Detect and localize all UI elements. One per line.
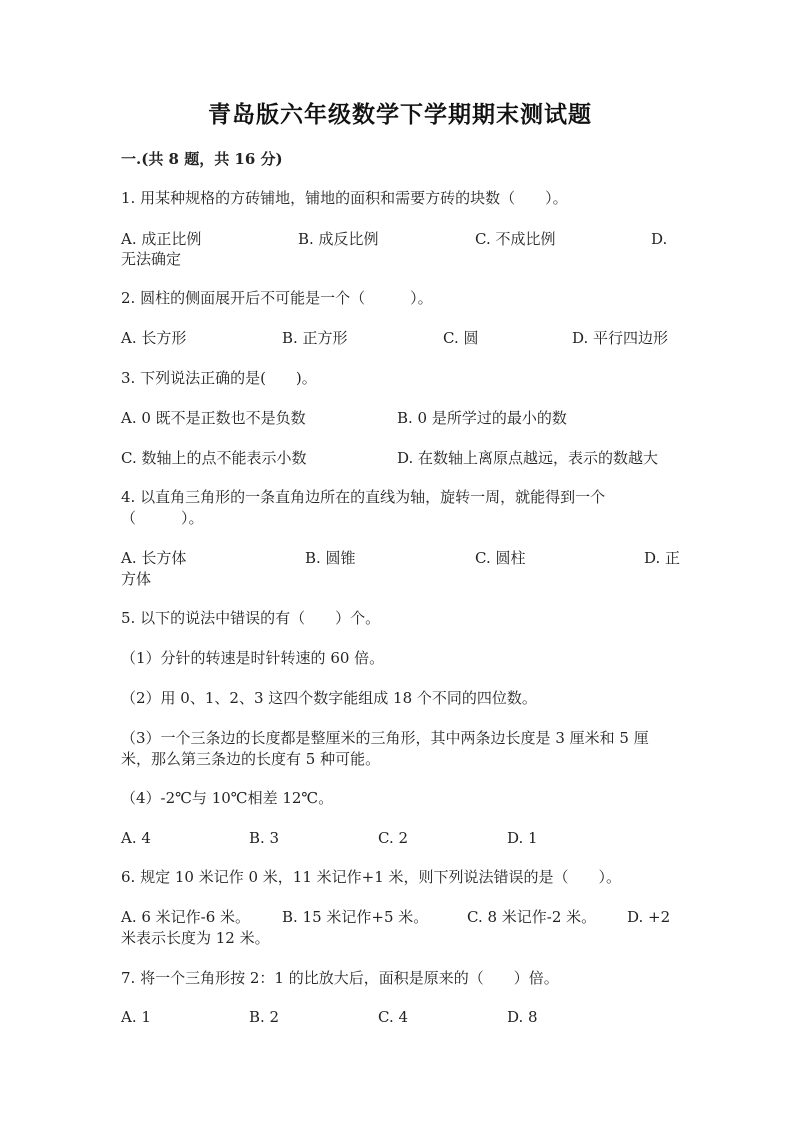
question-4-stem: 4. 以直角三角形的一条直角边所在的直线为轴，旋转一周，就能得到一个 xyxy=(121,488,606,506)
question-7-stem: 7. 将一个三角形按 2：1 的比放大后，面积是原来的（ ）倍。 xyxy=(121,969,559,987)
question-6-option-c: C. 8 米记作-2 米。 xyxy=(467,908,597,926)
question-1-option-d-continued: 无法确定 xyxy=(121,250,182,268)
question-6-option-d: D. +2 xyxy=(627,908,671,926)
question-2-stem: 2. 圆柱的侧面展开后不可能是一个（ ）。 xyxy=(121,289,433,307)
section-heading: 一.(共 8 题，共 16 分) xyxy=(121,150,283,168)
question-3-option-c: C. 数轴上的点不能表示小数 xyxy=(121,449,307,467)
question-2-option-d: D. 平行四边形 xyxy=(572,329,669,347)
question-5-statement-4: （4）-2℃与 10℃相差 12℃。 xyxy=(121,789,334,807)
question-4-option-c: C. 圆柱 xyxy=(475,549,526,567)
question-3-stem: 3. 下列说法正确的是( )。 xyxy=(121,369,317,387)
question-5-statement-2: （2）用 0、1、2、3 这四个数字能组成 18 个不同的四位数。 xyxy=(121,689,537,707)
question-1-option-c: C. 不成比例 xyxy=(475,230,556,248)
question-4-option-d-continued: 方体 xyxy=(121,570,152,588)
question-6-option-d-continued: 米表示长度为 12 米。 xyxy=(121,929,270,947)
question-4-option-d: D. 正 xyxy=(644,549,681,567)
question-5-option-a: A. 4 xyxy=(121,829,151,847)
question-5-stem: 5. 以下的说法中错误的有（ ）个。 xyxy=(121,609,381,627)
question-1-stem: 1. 用某种规格的方砖铺地，铺地的面积和需要方砖的块数（ ）。 xyxy=(121,189,568,207)
question-7-option-a: A. 1 xyxy=(121,1008,151,1026)
question-5-statement-3: （3）一个三条边的长度都是整厘米的三角形，其中两条边长度是 3 厘米和 5 厘 xyxy=(121,729,649,747)
question-3-option-a: A. 0 既不是正数也不是负数 xyxy=(121,409,306,427)
question-5-statement-3-continued: 米，那么第三条边的长度有 5 种可能。 xyxy=(121,750,381,768)
question-7-option-c: C. 4 xyxy=(378,1008,409,1026)
question-2-option-a: A. 长方形 xyxy=(121,329,187,347)
question-5-option-c: C. 2 xyxy=(378,829,409,847)
question-3-option-b: B. 0 是所学过的最小的数 xyxy=(397,409,567,427)
question-4-option-b: B. 圆锥 xyxy=(305,549,356,567)
question-4-option-a: A. 长方体 xyxy=(121,549,187,567)
question-1-option-d: D. xyxy=(651,230,668,248)
question-4-stem-continued: （ ）。 xyxy=(121,509,204,527)
question-5-option-b: B. 3 xyxy=(249,829,280,847)
question-6-option-b: B. 15 米记作+5 米。 xyxy=(282,908,429,926)
question-1-option-a: A. 成正比例 xyxy=(121,230,202,248)
question-6-option-a: A. 6 米记作-6 米。 xyxy=(121,908,251,926)
question-6-stem: 6. 规定 10 米记作 0 米，11 米记作+1 米，则下列说法错误的是（ ）。 xyxy=(121,868,622,886)
question-7-option-d: D. 8 xyxy=(507,1008,538,1026)
question-1-option-b: B. 成反比例 xyxy=(298,230,379,248)
question-2-option-b: B. 正方形 xyxy=(282,329,348,347)
question-7-option-b: B. 2 xyxy=(249,1008,280,1026)
question-2-option-c: C. 圆 xyxy=(443,329,479,347)
question-5-statement-1: （1）分针的转速是时针转速的 60 倍。 xyxy=(121,649,385,667)
question-5-option-d: D. 1 xyxy=(507,829,538,847)
page-title: 青岛版六年级数学下学期期末测试题 xyxy=(208,101,592,128)
question-3-option-d: D. 在数轴上离原点越远，表示的数越大 xyxy=(397,449,659,467)
